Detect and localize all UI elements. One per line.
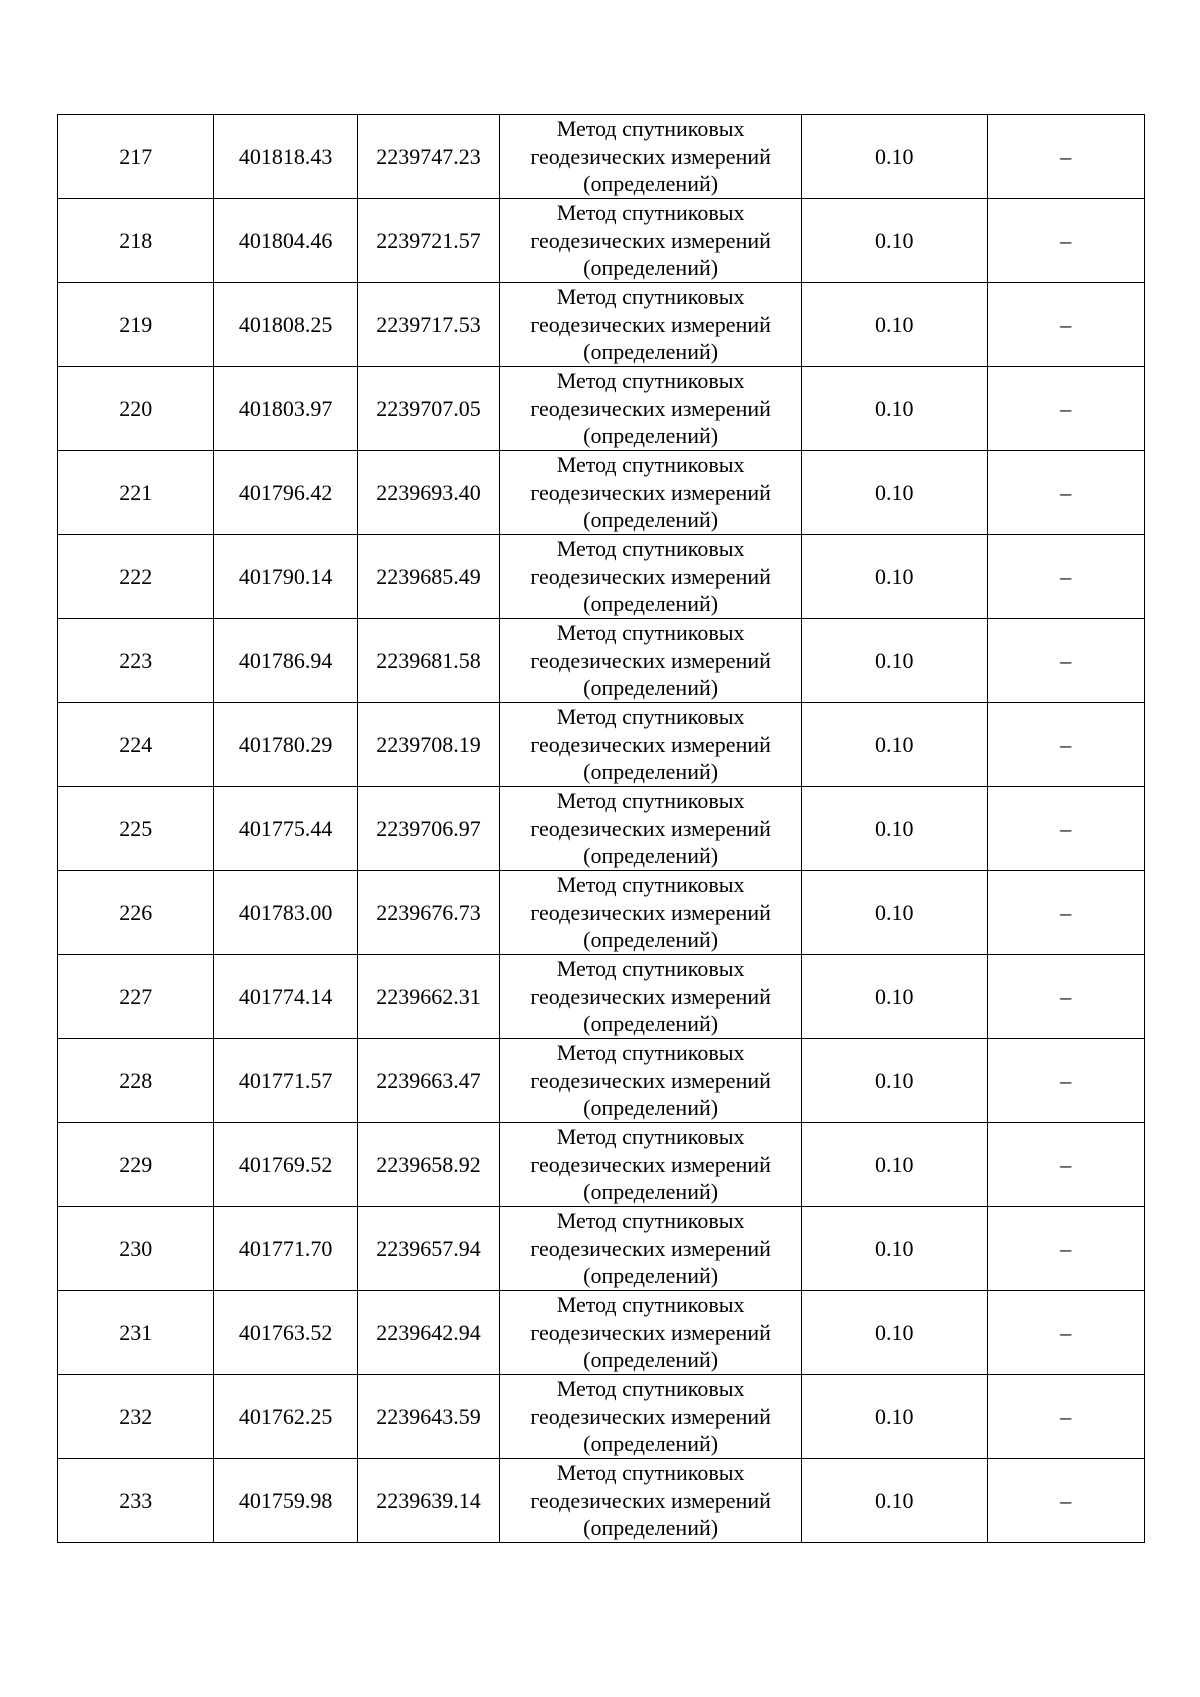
method-line: (определений) — [583, 1263, 719, 1289]
method-cell — [500, 1459, 802, 1543]
y-coordinate-cell: 2239747.23 — [357, 115, 499, 199]
x-coordinate-cell: 401763.52 — [214, 1291, 357, 1375]
accuracy-cell: 0.10 — [802, 1039, 988, 1123]
note-cell: – — [987, 1123, 1144, 1207]
point-cell: 230 — [58, 1207, 214, 1291]
accuracy-cell: 0.10 — [802, 619, 988, 703]
x-coordinate-cell: 401803.97 — [214, 367, 357, 451]
method-cell — [500, 703, 802, 787]
note-cell: – — [987, 1459, 1144, 1543]
method-line: (определений) — [583, 255, 719, 281]
point-cell: 224 — [58, 703, 214, 787]
method-line: геодезических измерений — [530, 1067, 771, 1093]
method-cell — [500, 451, 802, 535]
x-coordinate-cell: 401771.57 — [214, 1039, 357, 1123]
method-cell — [500, 199, 802, 283]
note-cell: – — [987, 871, 1144, 955]
method-line: Метод спутниковых — [556, 452, 745, 478]
table-row — [58, 115, 1145, 199]
note-cell: – — [987, 619, 1144, 703]
note-cell: – — [987, 1375, 1144, 1459]
accuracy-cell: 0.10 — [802, 1375, 988, 1459]
y-coordinate-cell: 2239658.92 — [357, 1123, 499, 1207]
method-line: Метод спутниковых — [556, 1124, 745, 1150]
accuracy-cell: 0.10 — [802, 1459, 988, 1543]
method-line: геодезических измерений — [530, 479, 771, 505]
x-coordinate-cell: 401796.42 — [214, 451, 357, 535]
accuracy-cell: 0.10 — [802, 1291, 988, 1375]
method-line: геодезических измерений — [530, 1403, 771, 1429]
note-cell: – — [987, 703, 1144, 787]
method-cell — [500, 1207, 802, 1291]
note-cell: – — [987, 283, 1144, 367]
y-coordinate-cell: 2239706.97 — [357, 787, 499, 871]
method-cell — [500, 871, 802, 955]
method-line: (определений) — [583, 1347, 719, 1373]
method-line: (определений) — [583, 675, 719, 701]
method-line: Метод спутниковых — [556, 284, 745, 310]
accuracy-cell: 0.10 — [802, 367, 988, 451]
table-row — [58, 1291, 1145, 1375]
y-coordinate-cell: 2239639.14 — [357, 1459, 499, 1543]
accuracy-cell: 0.10 — [802, 703, 988, 787]
method-line: Метод спутниковых — [556, 704, 745, 730]
method-line: геодезических измерений — [530, 227, 771, 253]
x-coordinate-cell: 401759.98 — [214, 1459, 357, 1543]
point-cell: 217 — [58, 115, 214, 199]
x-coordinate-cell: 401804.46 — [214, 199, 357, 283]
point-cell: 223 — [58, 619, 214, 703]
method-line: (определений) — [583, 843, 719, 869]
x-coordinate-cell: 401790.14 — [214, 535, 357, 619]
method-cell — [500, 787, 802, 871]
x-coordinate-cell: 401818.43 — [214, 115, 357, 199]
method-line: (определений) — [583, 1179, 719, 1205]
note-cell: – — [987, 367, 1144, 451]
x-coordinate-cell: 401775.44 — [214, 787, 357, 871]
table-row — [58, 1375, 1145, 1459]
table-row — [58, 1459, 1145, 1543]
accuracy-cell: 0.10 — [802, 535, 988, 619]
y-coordinate-cell: 2239708.19 — [357, 703, 499, 787]
point-cell: 232 — [58, 1375, 214, 1459]
method-line: Метод спутниковых — [556, 956, 745, 982]
note-cell: – — [987, 1039, 1144, 1123]
table-row — [58, 283, 1145, 367]
note-cell: – — [987, 451, 1144, 535]
method-line: геодезических измерений — [530, 563, 771, 589]
y-coordinate-cell: 2239676.73 — [357, 871, 499, 955]
method-line: геодезических измерений — [530, 1487, 771, 1513]
method-line: Метод спутниковых — [556, 1460, 745, 1486]
note-cell: – — [987, 1291, 1144, 1375]
y-coordinate-cell: 2239707.05 — [357, 367, 499, 451]
table-row — [58, 619, 1145, 703]
note-cell: – — [987, 955, 1144, 1039]
method-line: геодезических измерений — [530, 1235, 771, 1261]
method-line: (определений) — [583, 927, 719, 953]
x-coordinate-cell: 401774.14 — [214, 955, 357, 1039]
method-line: геодезических измерений — [530, 731, 771, 757]
method-line: (определений) — [583, 1431, 719, 1457]
x-coordinate-cell: 401769.52 — [214, 1123, 357, 1207]
y-coordinate-cell: 2239693.40 — [357, 451, 499, 535]
method-line: (определений) — [583, 591, 719, 617]
method-line: геодезических измерений — [530, 983, 771, 1009]
table-row — [58, 955, 1145, 1039]
note-cell: – — [987, 1207, 1144, 1291]
table-row — [58, 367, 1145, 451]
table-row — [58, 199, 1145, 283]
method-line: (определений) — [583, 339, 719, 365]
coordinates-table — [57, 114, 1145, 1543]
method-line: геодезических измерений — [530, 899, 771, 925]
note-cell: – — [987, 199, 1144, 283]
table-row — [58, 1039, 1145, 1123]
table-row — [58, 1123, 1145, 1207]
accuracy-cell: 0.10 — [802, 871, 988, 955]
y-coordinate-cell: 2239681.58 — [357, 619, 499, 703]
x-coordinate-cell: 401780.29 — [214, 703, 357, 787]
method-line: Метод спутниковых — [556, 1376, 745, 1402]
method-line: геодезических измерений — [530, 1151, 771, 1177]
table-row — [58, 451, 1145, 535]
method-cell — [500, 1123, 802, 1207]
method-line: Метод спутниковых — [556, 872, 745, 898]
method-line: (определений) — [583, 1011, 719, 1037]
method-line: Метод спутниковых — [556, 1040, 745, 1066]
method-line: геодезических измерений — [530, 1319, 771, 1345]
accuracy-cell: 0.10 — [802, 451, 988, 535]
note-cell: – — [987, 535, 1144, 619]
x-coordinate-cell: 401786.94 — [214, 619, 357, 703]
method-line: геодезических измерений — [530, 143, 771, 169]
method-cell — [500, 1291, 802, 1375]
point-cell: 220 — [58, 367, 214, 451]
accuracy-cell: 0.10 — [802, 1123, 988, 1207]
x-coordinate-cell: 401783.00 — [214, 871, 357, 955]
method-cell — [500, 115, 802, 199]
y-coordinate-cell: 2239717.53 — [357, 283, 499, 367]
method-line: Метод спутниковых — [556, 116, 745, 142]
accuracy-cell: 0.10 — [802, 1207, 988, 1291]
method-line: (определений) — [583, 423, 719, 449]
y-coordinate-cell: 2239657.94 — [357, 1207, 499, 1291]
table-row — [58, 703, 1145, 787]
y-coordinate-cell: 2239663.47 — [357, 1039, 499, 1123]
note-cell: – — [987, 787, 1144, 871]
method-line: геодезических измерений — [530, 395, 771, 421]
note-cell: – — [987, 115, 1144, 199]
table-row — [58, 1207, 1145, 1291]
table-row — [58, 787, 1145, 871]
method-cell — [500, 283, 802, 367]
accuracy-cell: 0.10 — [802, 283, 988, 367]
method-line: Метод спутниковых — [556, 368, 745, 394]
y-coordinate-cell: 2239642.94 — [357, 1291, 499, 1375]
point-cell: 228 — [58, 1039, 214, 1123]
method-cell — [500, 1375, 802, 1459]
method-cell — [500, 955, 802, 1039]
method-line: (определений) — [583, 507, 719, 533]
point-cell: 227 — [58, 955, 214, 1039]
point-cell: 225 — [58, 787, 214, 871]
method-line: Метод спутниковых — [556, 1208, 745, 1234]
method-cell — [500, 1039, 802, 1123]
point-cell: 219 — [58, 283, 214, 367]
point-cell: 221 — [58, 451, 214, 535]
method-line: (определений) — [583, 1515, 719, 1541]
y-coordinate-cell: 2239662.31 — [357, 955, 499, 1039]
x-coordinate-cell: 401771.70 — [214, 1207, 357, 1291]
method-line: Метод спутниковых — [556, 620, 745, 646]
method-line: Метод спутниковых — [556, 536, 745, 562]
method-line: (определений) — [583, 171, 719, 197]
method-line: Метод спутниковых — [556, 1292, 745, 1318]
table-row — [58, 871, 1145, 955]
accuracy-cell: 0.10 — [802, 787, 988, 871]
method-line: (определений) — [583, 1095, 719, 1121]
point-cell: 218 — [58, 199, 214, 283]
accuracy-cell: 0.10 — [802, 199, 988, 283]
method-line: Метод спутниковых — [556, 200, 745, 226]
y-coordinate-cell: 2239721.57 — [357, 199, 499, 283]
y-coordinate-cell: 2239643.59 — [357, 1375, 499, 1459]
x-coordinate-cell: 401762.25 — [214, 1375, 357, 1459]
point-cell: 226 — [58, 871, 214, 955]
accuracy-cell: 0.10 — [802, 955, 988, 1039]
x-coordinate-cell: 401808.25 — [214, 283, 357, 367]
method-cell — [500, 367, 802, 451]
method-line: геодезических измерений — [530, 647, 771, 673]
point-cell: 233 — [58, 1459, 214, 1543]
method-cell — [500, 535, 802, 619]
method-line: Метод спутниковых — [556, 788, 745, 814]
method-line: геодезических измерений — [530, 815, 771, 841]
y-coordinate-cell: 2239685.49 — [357, 535, 499, 619]
table-row — [58, 535, 1145, 619]
point-cell: 231 — [58, 1291, 214, 1375]
point-cell: 229 — [58, 1123, 214, 1207]
accuracy-cell: 0.10 — [802, 115, 988, 199]
method-cell — [500, 619, 802, 703]
method-line: геодезических измерений — [530, 311, 771, 337]
coordinates-table-body — [58, 115, 1145, 1543]
point-cell: 222 — [58, 535, 214, 619]
method-line: (определений) — [583, 759, 719, 785]
